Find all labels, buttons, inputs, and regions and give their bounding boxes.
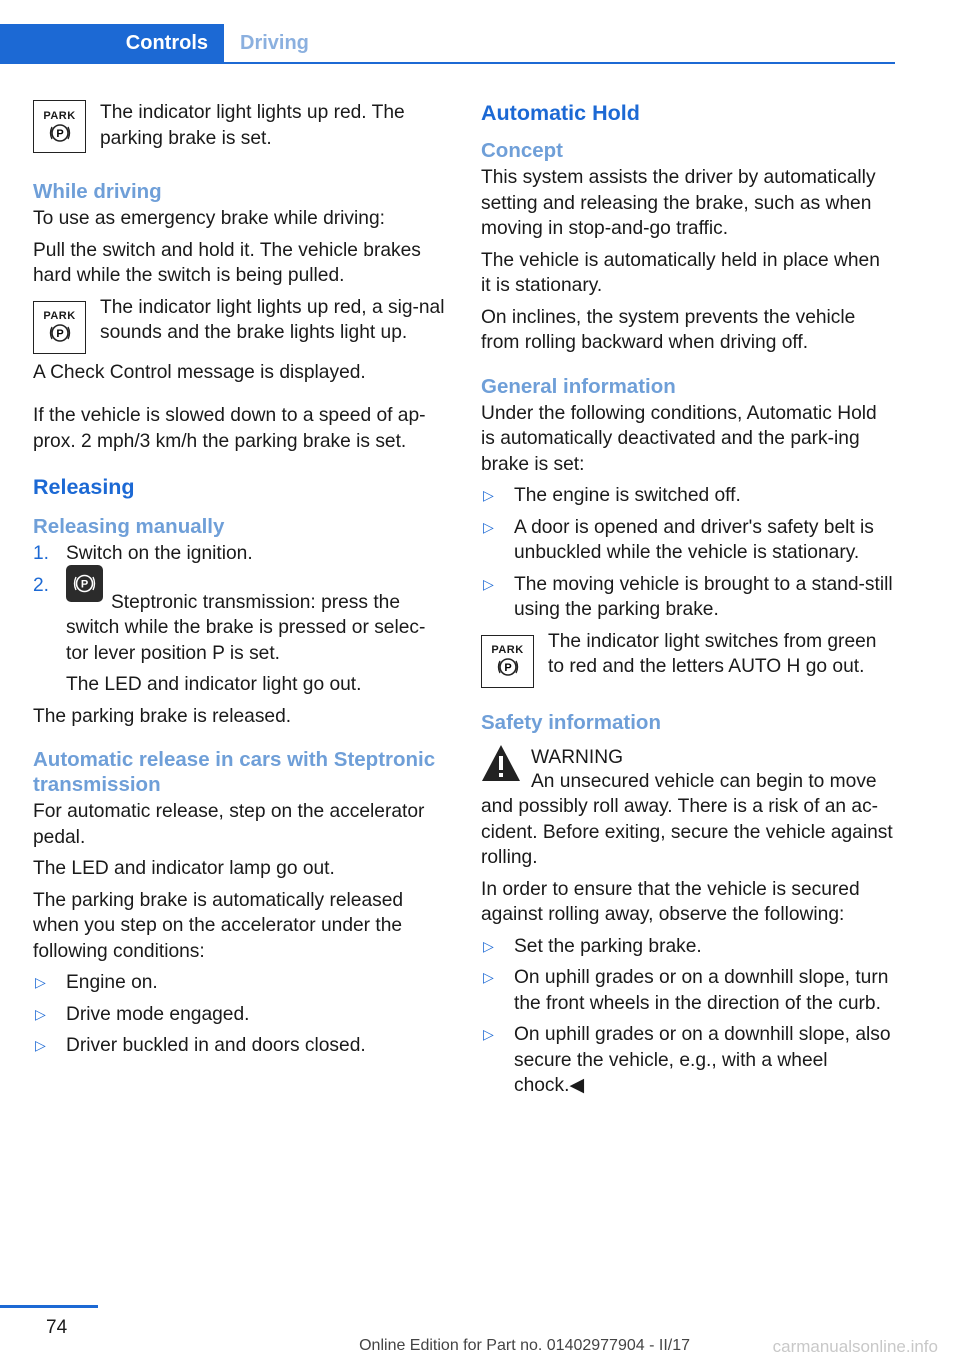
heading-automatic-hold: Automatic Hold	[481, 101, 640, 125]
paragraph: A Check Control message is displayed.	[33, 361, 366, 383]
footer-accent-line	[0, 1305, 98, 1308]
paragraph: To use as emergency brake while driving:	[33, 208, 385, 229]
list-item: ▷ The engine is switched off.	[481, 483, 893, 509]
bullet-triangle-icon: ▷	[35, 1005, 46, 1022]
paragraph: The indicator light lights up red, a sig‐nal sounds and the brake lights light up.	[100, 296, 445, 343]
left-column	[33, 100, 445, 1065]
right-column	[481, 100, 893, 1105]
paragraph: The indicator light switches from green to red and the letters AUTO H go out.	[548, 630, 877, 677]
warning-triangle-icon	[481, 743, 521, 783]
watermark: carmanualsonline.info	[772, 1337, 938, 1356]
tab-controls[interactable]: Controls	[0, 24, 224, 62]
page-number: 74	[46, 1317, 68, 1338]
park-indicator-row	[481, 629, 893, 688]
list-item: ▷ A door is opened and driver's safety belt is unbuckled while the vehicle is stationary.	[483, 516, 874, 563]
bullet-triangle-icon: ▷	[483, 575, 494, 592]
warning-label: WARNING	[531, 746, 624, 768]
paragraph: Pull the switch and hold it. The vehicle brakes hard while the switch is being pulled.	[33, 239, 421, 286]
bullet-triangle-icon: ▷	[483, 937, 494, 954]
paragraph: The indicator light lights up red. The parking brake is set.	[100, 102, 405, 149]
paragraph: If the vehicle is slowed down to a speed of ap‐prox. 2 mph/3 km/h the parking brake is set.	[33, 405, 426, 452]
edition-text: Online Edition for Part no. 01402977904 - II/17	[359, 1337, 690, 1354]
safety-list	[481, 934, 893, 1099]
heading-releasing-manually: Releasing manually	[33, 515, 225, 538]
release-conditions-list	[33, 970, 445, 1059]
releasing-steps	[33, 541, 445, 698]
paragraph: For automatic release, step on the accelerator pedal.	[33, 801, 425, 848]
paragraph: Under the following conditions, Automatic Hold is automatically deactivated and the park‐ing brake is set:	[481, 402, 877, 475]
list-item: ▷ Drive mode engaged.	[33, 1002, 445, 1028]
paragraph: This system assists the driver by automatically setting and releasing the brake, such as when moving in stop-and-go traffic.	[481, 167, 876, 239]
paragraph: The parking brake is automatically released when you step on the accelerator under the following conditions:	[33, 889, 404, 962]
heading-while-driving: While driving	[33, 180, 162, 203]
bullet-triangle-icon: ▷	[483, 1026, 494, 1042]
list-item: ▷ Driver buckled in and doors closed.	[33, 1033, 445, 1059]
paragraph: The LED and indicator lamp go out.	[33, 858, 335, 879]
bullet-triangle-icon: ▷	[483, 969, 494, 985]
list-item: 1. Switch on the ignition.	[33, 543, 253, 564]
svg-text:P: P	[55, 328, 64, 340]
bullet-triangle-icon: ▷	[483, 518, 494, 535]
heading-safety-information: Safety information	[481, 710, 661, 734]
heading-automatic-release: Automatic release in cars with Steptronic transmission	[33, 748, 436, 796]
svg-text:P: P	[503, 662, 512, 674]
heading-concept: Concept	[481, 139, 563, 162]
list-item: ▷ On uphill grades or on a downhill slope, also secure the vehicle, e.g., with a wheel chock.◀	[483, 1024, 891, 1096]
list-item: ▷ Set the parking brake.	[481, 934, 893, 960]
park-brake-indicator-icon: PARK P	[481, 635, 534, 688]
park-indicator-row	[33, 295, 445, 354]
step-note: The LED and indicator light go out.	[66, 674, 362, 695]
park-brake-indicator-icon: PARK P	[33, 301, 86, 354]
tab-driving[interactable]: Driving	[240, 31, 309, 54]
park-indicator-row	[33, 100, 445, 157]
bullet-triangle-icon: ▷	[35, 974, 46, 990]
header-tabs	[0, 24, 895, 64]
parking-brake-switch-icon	[66, 565, 103, 602]
list-item: ▷ Engine on.	[33, 970, 445, 996]
bullet-triangle-icon: ▷	[35, 1037, 46, 1053]
list-item: ▷ The moving vehicle is brought to a stand‐still using the parking brake.	[483, 573, 893, 620]
general-conditions-list	[481, 483, 893, 623]
bullet-triangle-icon: ▷	[483, 487, 494, 503]
list-item: 2. P Steptronic transmission: press the switch while the brake is pressed or selec‐tor lever position P is set. The LED and indicator light go out.	[33, 573, 445, 698]
svg-text:P: P	[55, 127, 64, 140]
warning-text: An unsecured vehicle can begin to move and possibly roll away. There is a risk of an ac‐cident. Before exiting, secure the vehicle against rolling.	[481, 770, 893, 868]
paragraph: On inclines, the system prevents the vehicle from rolling backward when driving off.	[481, 306, 856, 353]
list-item: ▷ On uphill grades or on a downhill slope, turn the front wheels in the direction of the curb.	[483, 967, 889, 1014]
paragraph: In order to ensure that the vehicle is secured against rolling away, observe the following:	[481, 878, 860, 925]
heading-general-information: General information	[481, 374, 676, 398]
svg-text:P: P	[80, 578, 89, 590]
paragraph: The vehicle is automatically held in place when it is stationary.	[481, 249, 880, 296]
park-brake-indicator-icon: PARK P	[33, 100, 86, 153]
paragraph: The parking brake is released.	[33, 705, 292, 727]
heading-releasing: Releasing	[33, 475, 135, 499]
